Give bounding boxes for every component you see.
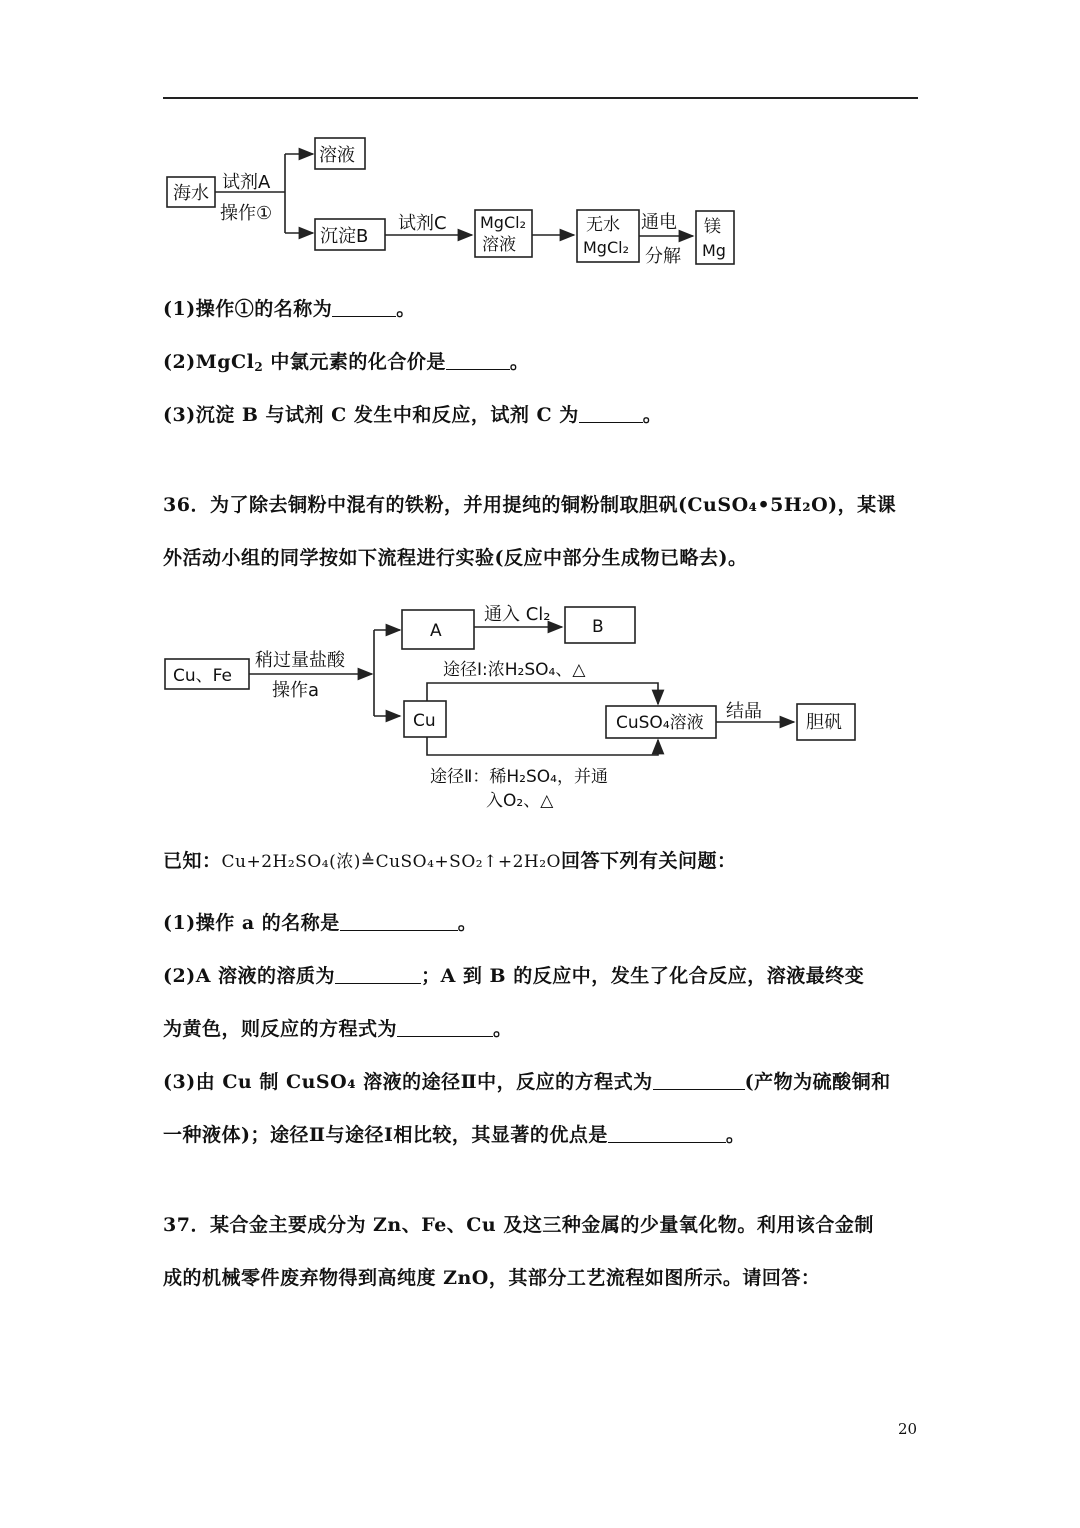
precipitate-b-label: 沉淀B bbox=[320, 226, 369, 247]
acid-label: 稍过量盐酸 bbox=[255, 650, 345, 671]
electrify-label: 通电 bbox=[641, 212, 677, 233]
reagent-a-label: 试剂A bbox=[222, 172, 271, 193]
known-equation: Cu+2H₂SO₄(浓)≜CuSO₄+SO₂↑+2H₂O bbox=[221, 852, 561, 872]
cu-label: Cu bbox=[413, 711, 436, 731]
blue-vitriol-label: 胆矾 bbox=[806, 712, 842, 733]
q36-part3-line2: 一种液体)；途径Ⅱ与途径Ⅰ相比较，其显著的优点是 。 bbox=[163, 1124, 746, 1146]
cuso4-solution-label: CuSO₄溶液 bbox=[616, 713, 704, 733]
mg-chinese-label: 镁 bbox=[704, 217, 721, 237]
q36-known: 已知：Cu+2H₂SO₄(浓)≜CuSO₄+SO₂↑+2H₂O回答下列有关问题： bbox=[163, 850, 737, 872]
anhydrous-label: 无水 bbox=[586, 215, 620, 235]
answer-blank[interactable] bbox=[608, 1141, 726, 1143]
route1-path bbox=[427, 683, 658, 704]
answer-blank[interactable] bbox=[397, 1035, 493, 1037]
q35-part3: (3)沉淀 B 与试剂 C 发生中和反应，试剂 C 为 。 bbox=[163, 404, 663, 426]
q37-line2: 成的机械零件废弃物得到高纯度 ZnO，其部分工艺流程如图所示。请回答： bbox=[163, 1267, 821, 1289]
answer-blank[interactable] bbox=[335, 982, 421, 984]
route1-label: 途径Ⅰ:浓H₂SO₄、△ bbox=[443, 660, 586, 680]
cu-fe-label: Cu、Fe bbox=[173, 666, 232, 686]
a-label: A bbox=[430, 621, 442, 641]
mgcl2-solution-label: 溶液 bbox=[482, 235, 516, 255]
solution-label: 溶液 bbox=[319, 145, 355, 166]
mg-symbol-label: Mg bbox=[702, 241, 726, 260]
q36-part3-line1: (3)由 Cu 制 CuSO₄ 溶液的途径Ⅱ中，反应的方程式为 (产物为硫酸铜和 bbox=[163, 1071, 891, 1093]
q36-intro-line2: 外活动小组的同学按如下流程进行实验(反应中部分生成物已略去)。 bbox=[163, 547, 748, 569]
seawater-label: 海水 bbox=[173, 183, 209, 204]
decompose-label: 分解 bbox=[645, 246, 681, 267]
page-number: 20 bbox=[898, 1420, 918, 1438]
anhydrous-mgcl2-label: MgCl₂ bbox=[583, 238, 629, 257]
answer-blank[interactable] bbox=[653, 1088, 745, 1090]
answer-blank[interactable] bbox=[340, 929, 458, 931]
q35-part1: (1)操作①的名称为 。 bbox=[163, 298, 416, 320]
q37-line1: 37．某合金主要成分为 Zn、Fe、Cu 及这三种金属的少量氧化物。利用该合金制 bbox=[163, 1214, 874, 1236]
route2-label-line2: 入O₂、△ bbox=[486, 791, 554, 811]
b-label: B bbox=[592, 617, 604, 637]
q36-part1: (1)操作 a 的名称是 。 bbox=[163, 912, 478, 934]
operation-a-label: 操作a bbox=[272, 680, 320, 701]
q35-part2: (2)MgCl$_2$ 中氯元素的化合价是 。 bbox=[163, 351, 530, 374]
mgcl2-label: MgCl₂ bbox=[480, 213, 526, 232]
pass-cl2-label: 通入 Cl₂ bbox=[484, 604, 551, 625]
operation1-label: 操作① bbox=[220, 203, 273, 224]
q36-intro-line1: 36．为了除去铜粉中混有的铁粉，并用提纯的铜粉制取胆矾(CuSO₄•5H₂O)，某课 bbox=[163, 494, 897, 516]
crystallize-label: 结晶 bbox=[726, 701, 762, 722]
q36-part2-line1: (2)A 溶液的溶质为 ；A 到 B 的反应中，发生了化合反应，溶液最终变 bbox=[163, 965, 865, 987]
route2-label-line1: 途径Ⅱ：稀H₂SO₄，并通 bbox=[430, 767, 608, 787]
q36-part2-line2: 为黄色，则反应的方程式为 。 bbox=[163, 1018, 513, 1040]
route2-path bbox=[427, 737, 658, 755]
reagent-c-label: 试剂C bbox=[398, 213, 447, 234]
